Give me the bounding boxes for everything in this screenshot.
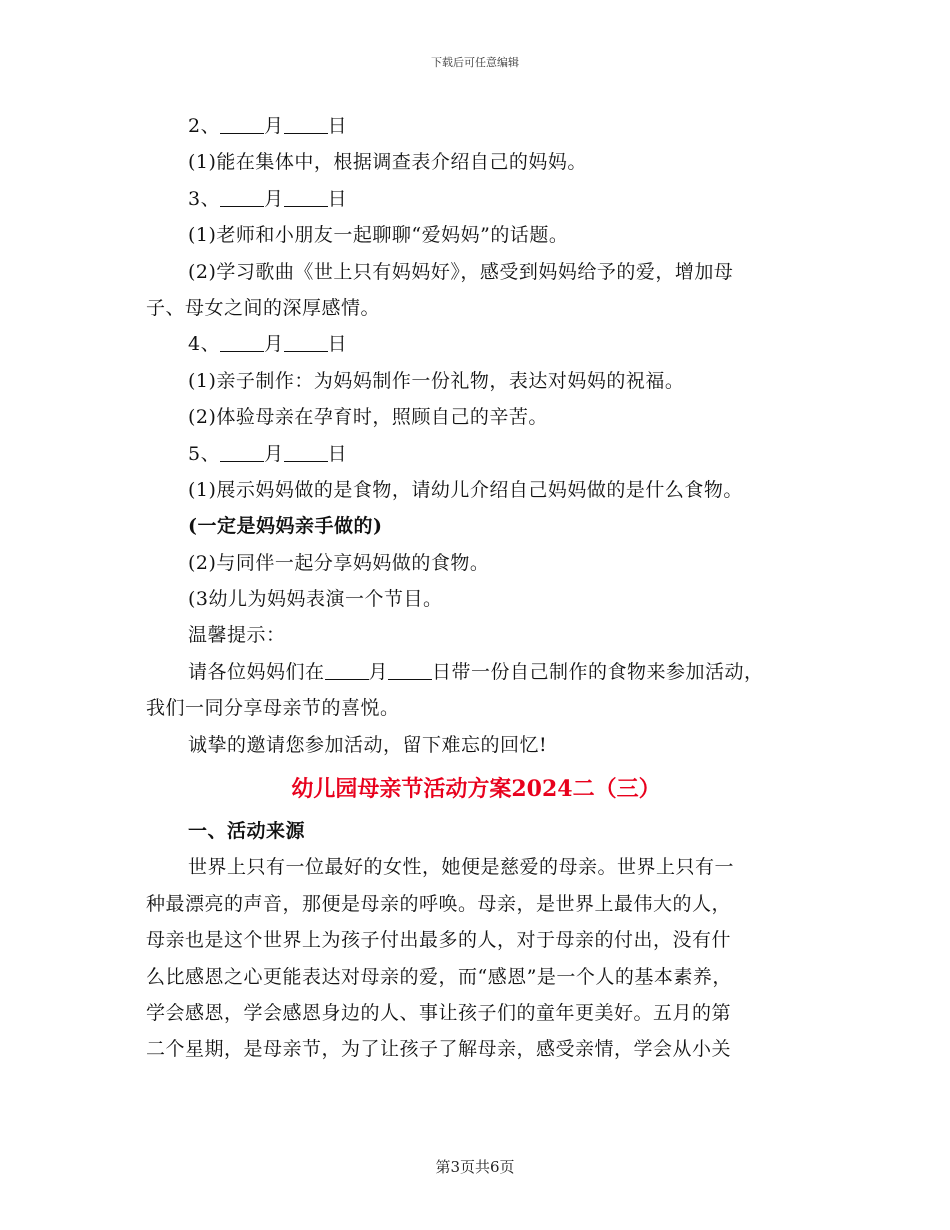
month-label: 月 [264, 442, 284, 465]
bold-note: (一定是妈妈亲手做的) [188, 515, 383, 538]
day-label: 日 [327, 333, 348, 356]
day-label: 日 [327, 442, 348, 465]
document-body [146, 108, 806, 1068]
paragraph-line: (1)亲子制作：为妈妈制作一份礼物，表达对妈妈的祝福。 [188, 369, 685, 392]
month-label: 月 [264, 187, 284, 210]
month-label: 月 [368, 660, 389, 683]
page-number: 第3页共6页 [435, 1158, 515, 1176]
blank-field [284, 188, 328, 207]
paragraph-line: (2)学习歌曲《世上只有妈妈好》，感受到妈妈给予的爱，增加母 [188, 260, 734, 283]
blank-field [284, 333, 328, 352]
date-line-3 [146, 181, 806, 217]
paragraph-line: 二个星期，是母亲节，为了让孩子了解母亲，感受亲情，学会从小关 [146, 1038, 732, 1061]
blank-field [284, 115, 328, 134]
blank-field [220, 188, 264, 207]
paragraph-line: 我们一同分享母亲节的喜悦。 [146, 697, 400, 720]
blank-field [284, 443, 328, 462]
day-label: 日 [327, 115, 348, 137]
tip-text: 请各位妈妈们在 [188, 660, 325, 683]
blank-field [325, 661, 369, 680]
paragraph-line: 母亲也是这个世界上为孩子付出最多的人，对于母亲的付出，没有什 [146, 929, 732, 952]
paragraph-line: 种最漂亮的声音，那便是母亲的呼唤。母亲，是世界上最伟大的人， [146, 892, 732, 915]
header-note: 下载后可任意编辑 [431, 56, 519, 69]
paragraph-line: (2)与同伴一起分享妈妈做的食物。 [188, 551, 490, 574]
paragraph-line: 么比感恩之心更能表达对母亲的爱，而“感恩”是一个人的基本素养， [146, 965, 732, 988]
month-label: 月 [264, 115, 284, 137]
date-line-5 [146, 436, 806, 472]
date-line-4 [146, 326, 806, 362]
paragraph-line: 子、母女之间的深厚感情。 [146, 296, 381, 319]
paragraph-line: 学会感恩，学会感恩身边的人、事让孩子们的童年更美好。五月的第 [146, 1001, 732, 1024]
tip-line [146, 654, 806, 690]
item-number: 3、 [188, 187, 221, 210]
item-number: 5、 [188, 442, 221, 465]
date-line-2 [146, 108, 806, 144]
blank-field [220, 333, 264, 352]
blank-field [220, 115, 264, 134]
item-number: 4、 [188, 333, 221, 356]
item-number: 2、 [188, 115, 221, 137]
month-label: 月 [264, 333, 284, 356]
day-label: 日 [327, 187, 348, 210]
blank-field [220, 443, 264, 462]
section-heading: 一、活动来源 [188, 820, 306, 843]
paragraph-line: (1)展示妈妈做的是食物，请幼儿介绍自己妈妈做的是什么食物。 [188, 478, 743, 501]
paragraph-line: 世界上只有一位最好的女性，她便是慈爱的母亲。世界上只有一 [188, 856, 735, 879]
paragraph-line: (3幼儿为妈妈表演一个节目。 [188, 588, 443, 611]
paragraph-line: (1)能在集体中，根据调查表介绍自己的妈妈。 [188, 151, 587, 174]
tip-heading: 温馨提示： [188, 624, 286, 647]
tip-text: 日带一份自己制作的食物来参加活动， [432, 660, 764, 683]
paragraph-line: 诚挚的邀请您参加活动，留下难忘的回忆! [188, 733, 548, 756]
paragraph-line: (2)体验母亲在孕育时，照顾自己的辛苦。 [188, 406, 548, 429]
section-title: 幼儿园母亲节活动方案2024二（三） [291, 776, 661, 803]
paragraph-line: (1)老师和小朋友一起聊聊“爱妈妈”的话题。 [188, 224, 569, 247]
blank-field [388, 661, 432, 680]
